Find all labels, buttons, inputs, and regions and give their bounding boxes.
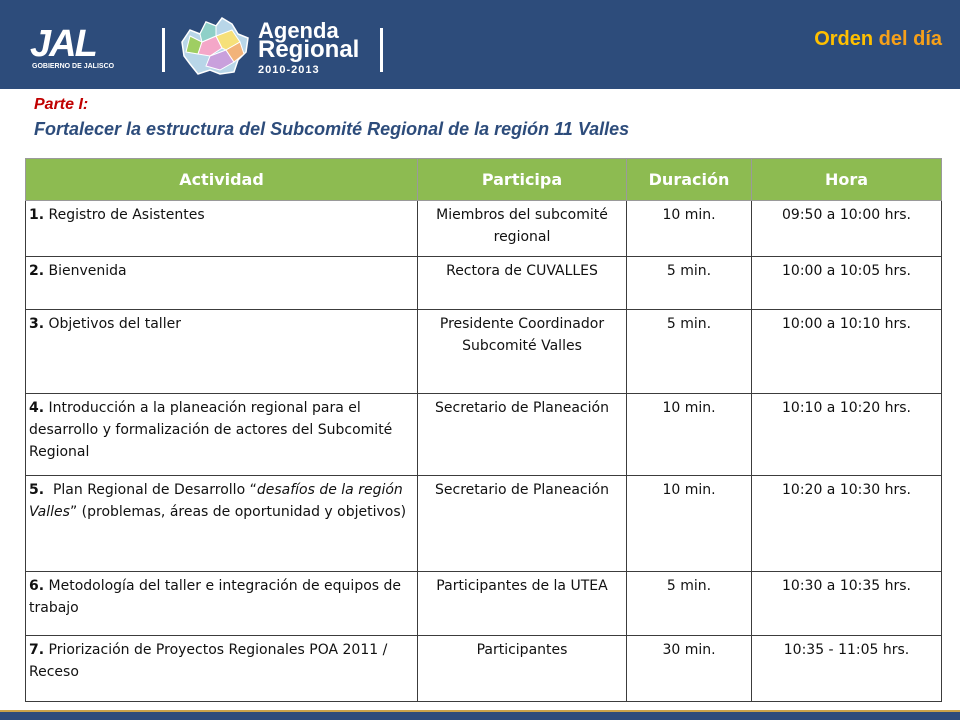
- hora-cell: 10:10 a 10:20 hrs.: [752, 394, 942, 476]
- jalisco-logo-word: JAL: [30, 23, 96, 65]
- participa-cell: Secretario de Planeación: [418, 476, 627, 572]
- page-subtitle: Fortalecer la estructura del Subcomité Regional de la región 11 Valles: [34, 119, 630, 139]
- hora-cell: 10:20 a 10:30 hrs.: [752, 476, 942, 572]
- duracion-cell: 30 min.: [627, 636, 752, 702]
- duracion-cell: 10 min.: [627, 476, 752, 572]
- orden-word: Orden: [814, 28, 874, 50]
- actividad-text-pre: Plan Regional de Desarrollo “: [44, 482, 257, 498]
- row-number: 6.: [29, 578, 45, 594]
- participa-cell: Rectora de CUVALLES: [418, 257, 627, 310]
- actividad-cell: [26, 257, 418, 310]
- actividad-text: Registro de Asistentes: [44, 207, 205, 223]
- actividad-cell: [26, 572, 418, 636]
- duracion-cell: 5 min.: [627, 310, 752, 394]
- participa-cell: Presidente Coordinador Subcomité Valles: [418, 310, 627, 394]
- row-number: 3.: [29, 316, 45, 332]
- header-duracion: Duración: [627, 159, 752, 201]
- participa-cell: Miembros del subcomité regional: [418, 201, 627, 257]
- orden-del-dia-title: [814, 28, 942, 51]
- actividad-text: Objetivos del taller: [44, 316, 181, 332]
- row-number: 5.: [29, 482, 45, 498]
- table-row: [26, 572, 942, 636]
- actividad-text: Metodología del taller e integración de equipos de trabajo: [29, 578, 402, 616]
- header-band: [0, 0, 960, 89]
- footer-band: [0, 712, 960, 720]
- agenda-table: [25, 158, 942, 702]
- divider-left: [162, 28, 165, 72]
- table-row: [26, 201, 942, 257]
- actividad-text: Bienvenida: [44, 263, 127, 279]
- actividad-cell: [26, 201, 418, 257]
- table-row: [26, 636, 942, 702]
- agenda-title-line1: Agenda: [258, 18, 339, 43]
- header-hora: Hora: [752, 159, 942, 201]
- participa-cell: Participantes: [418, 636, 627, 702]
- duracion-cell: 5 min.: [627, 572, 752, 636]
- actividad-cell: [26, 310, 418, 394]
- divider-right: [380, 28, 383, 72]
- agenda-title-line2: Regional: [258, 36, 360, 63]
- actividad-text: Introducción a la planeación regional para el desarrollo y formalización de actores del Subcomité Regional: [29, 400, 393, 460]
- actividad-cell: [26, 476, 418, 572]
- parte-label: Parte I:: [34, 96, 89, 113]
- table-row: [26, 476, 942, 572]
- table-row: [26, 310, 942, 394]
- duracion-cell: 10 min.: [627, 201, 752, 257]
- del-dia-word: del día: [873, 28, 942, 50]
- duracion-cell: 10 min.: [627, 394, 752, 476]
- hora-cell: 10:30 a 10:35 hrs.: [752, 572, 942, 636]
- row-number: 1.: [29, 207, 45, 223]
- header-actividad: Actividad: [26, 159, 418, 201]
- duracion-cell: 5 min.: [627, 257, 752, 310]
- hora-cell: 10:35 - 11:05 hrs.: [752, 636, 942, 702]
- jalisco-map-icon: [176, 12, 254, 80]
- hora-cell: 09:50 a 10:00 hrs.: [752, 201, 942, 257]
- participa-cell: Participantes de la UTEA: [418, 572, 627, 636]
- actividad-text: Priorización de Proyectos Regionales POA 2011 / Receso: [29, 642, 388, 680]
- actividad-cell: [26, 394, 418, 476]
- jalisco-logo: [30, 25, 130, 75]
- agenda-years: 2010-2013: [258, 64, 320, 76]
- table-row: [26, 257, 942, 310]
- hora-cell: 10:00 a 10:05 hrs.: [752, 257, 942, 310]
- header-participa: Participa: [418, 159, 627, 201]
- hora-cell: 10:00 a 10:10 hrs.: [752, 310, 942, 394]
- row-number: 4.: [29, 400, 45, 416]
- actividad-cell: [26, 636, 418, 702]
- table-header-row: [26, 159, 942, 201]
- jalisco-logo-subtext: GOBIERNO DE JALISCO: [32, 63, 115, 70]
- row-number: 2.: [29, 263, 45, 279]
- row-number: 7.: [29, 642, 45, 658]
- actividad-text-italic: desafíos de la región Valles: [29, 482, 403, 520]
- participa-cell: Secretario de Planeación: [418, 394, 627, 476]
- actividad-text-post: ” (problemas, áreas de oportunidad y objetivos): [69, 504, 407, 520]
- table-row: [26, 394, 942, 476]
